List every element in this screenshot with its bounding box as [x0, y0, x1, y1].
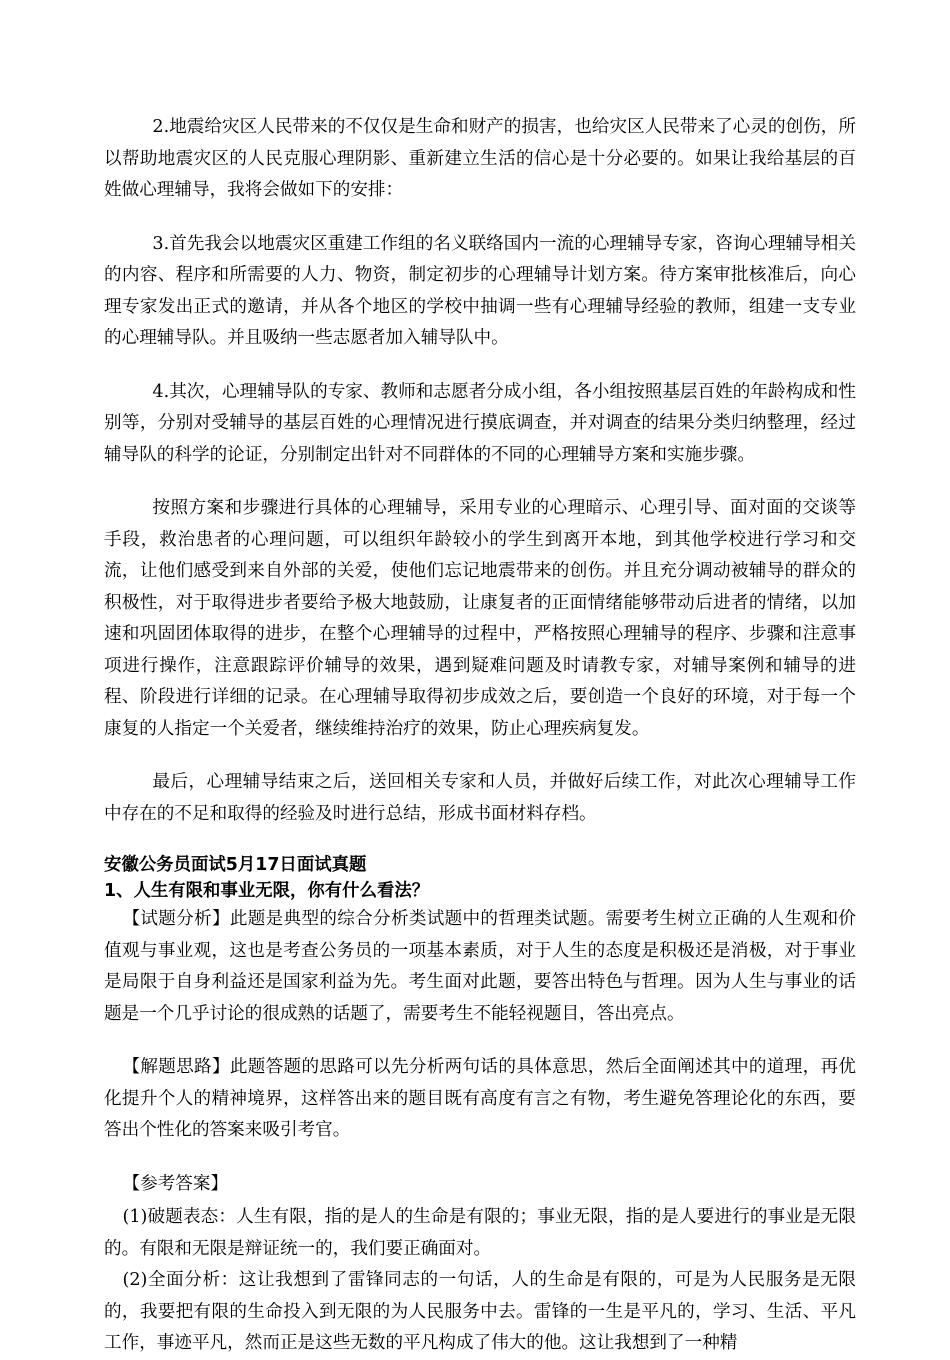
paragraph-final: 最后，心理辅导结束之后，送回相关专家和人员，并做好后续工作，对此次心理辅导工作中存在的不足和取得的经验及时进行总结，形成书面材料存档。 [104, 772, 856, 824]
answer-item-1: (1)破题表态：人生有限，指的是人的生命是有限的；事业无限，指的是人要进行的事业是无限的。有限和无限是辩证统一的，我们要正确面对。 [104, 1207, 856, 1259]
paragraph-procedure: 按照方案和步骤进行具体的心理辅导，采用专业的心理暗示、心理引导、面对面的交谈等手段，救治患者的心理问题，可以组织年龄较小的学生到离开本地，到其他学校进行学习和交流，让他们感受到来自外部的关爱，使他们忘记地震带来的创伤。并且充分调动被辅导的群众的积极性，对于取得进步者要给予极大地鼓励，让康复者的正面情绪能够带动后进者的情绪，以加速和巩固团体取得的进步，在整个心理辅导的过程中，严格按照心理辅导的程序、步骤和注意事项进行操作，注意跟踪评价辅导的效果，遇到疑难问题及时请教专家，对辅导案例和辅导的进程、阶段进行详细的记录。在心理辅导取得初步成效之后，要创造一个良好的环境，对于每一个康复的人指定一个关爱者，继续维持治疗的效果，防止心理疾病复发。 [104, 498, 856, 739]
question-title: 1、人生有限和事业无限，你有什么看法？ [104, 881, 430, 901]
section-title: 安徽公务员面试5月17日面试真题 [104, 855, 367, 875]
answer-item-2: (2)全面分析：这让我想到了雷锋同志的一句话，人的生命是有限的，可是为人民服务是无限的，我要把有限的生命投入到无限的为人民服务中去。雷锋的一生是平凡的，学习、生活、平凡工作，事迹平凡，然而正是这些无数的平凡构成了伟大的他。这让我想到了一种精 [104, 1270, 856, 1353]
paragraph-point-3: 3.首先我会以地震灾区重建工作组的名义联络国内一流的心理辅导专家，咨询心理辅导相关的内容、程序和所需要的人力、物资，制定初步的心理辅导计划方案。待方案审批核准后，向心理专家发出正式的邀请，并从各个地区的学校中抽调一些有心理辅导经验的教师，组建一支专业的心理辅导队。并且吸纳一些志愿者加入辅导队中。 [104, 233, 856, 348]
paragraph-point-4: 4.其次，心理辅导队的专家、教师和志愿者分成小组，各小组按照基层百姓的年龄构成和性别等，分别对受辅导的基层百姓的心理情况进行摸底调查，并对调查的结果分类归纳整理，经过辅导队的科学的论证，分别制定出针对不同群体的不同的心理辅导方案和实施步骤。 [104, 381, 856, 465]
approach-paragraph: 【解题思路】此题答题的思路可以先分析两句话的具体意思，然后全面阐述其中的道理，再优化提升个人的精神境界，这样答出来的题目既有高度有言之有物，考生避免答理论化的东西，要答出个性化的答案来吸引考官。 [104, 1057, 856, 1140]
paragraph-point-2: 2.地震给灾区人民带来的不仅仅是生命和财产的损害，也给灾区人民带来了心灵的创伤，所以帮助地震灾区的人民克服心理阴影、重新建立生活的信心是十分必要的。如果让我给基层的百姓做心理辅导，我将会做如下的安排： [104, 117, 856, 200]
analysis-paragraph: 【试题分析】此题是典型的综合分析类试题中的哲理类试题。需要考生树立正确的人生观和价值观与事业观，这也是考查公务员的一项基本素质，对于人生的态度是积极还是消极，对于事业是局限于自身利益还是国家利益为先。考生面对此题，要答出特色与哲理。因为人生与事业的话题是一个几乎讨论的很成熟的话题了，需要考生不能轻视题目，答出亮点。 [104, 909, 856, 1024]
document-page [104, 112, 856, 1360]
answer-label: 【参考答案】 [122, 1173, 229, 1194]
